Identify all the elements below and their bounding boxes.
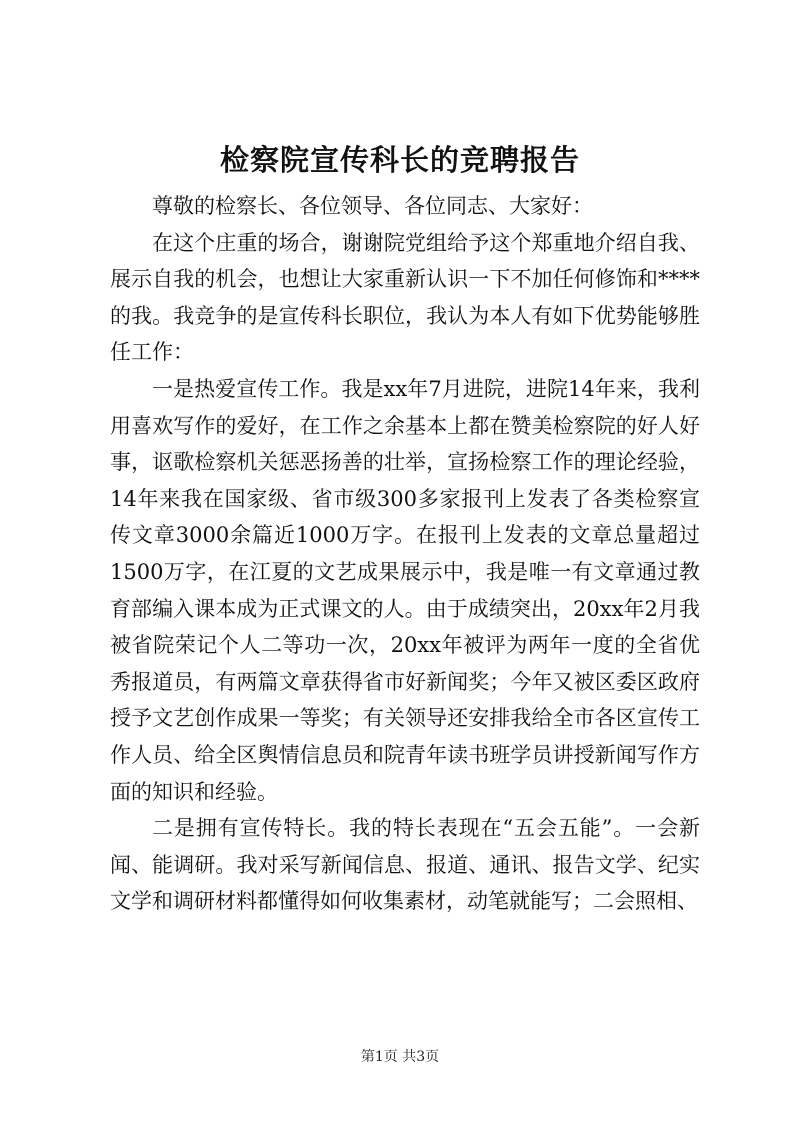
paragraph-point-two: 二是拥有宣传特长。我的特长表现在“五会五能”。一会新闻、能调研。我对采写新闻信息、报道、通讯、报告文学、纪实文学和调研材料都懂得如何收集素材，动笔就能写；二会照相、 <box>110 816 700 914</box>
paragraph-greeting: 尊敬的检察长、各位领导、各位同志、大家好： <box>152 194 593 218</box>
paragraph-point-one: 一是热爱宣传工作。我是xx年7月进院，进院14年来，我利用喜欢写作的爱好，在工作之余基本上都在赞美检察院的好人好事，讴歌检察机关惩恶扬善的壮举，宣扬检察工作的理论经验，14年来我在国家级、省市级300多家报刊上发表了各类检察宣传文章3000余篇近1000万字。在报刊上发表的文章总量超过1500万字，在江夏的文艺成果展示中，我是唯一有文章通过教育部编入课本成为正式课文的人。由于成绩突出，20xx年2月我被省院荣记个人二等功一次，20xx年被评为两年一度的全省优秀报道员，有两篇文章获得省市好新闻奖；今年又被区委区政府授予文艺创作成果一等奖；有关领导还安排我给全市各区宣传工作人员、给全区舆情信息员和院青年读书班学员讲授新闻写作方面的知识和经验。 <box>110 376 700 804</box>
page-number: 第1页 共3页 <box>360 1049 440 1065</box>
page-title: 检察院宣传科长的竞聘报告 <box>219 143 580 177</box>
document-body <box>110 188 700 920</box>
paragraph-intro: 在这个庄重的场合，谢谢院党组给予这个郑重地介绍自我、展示自我的机会，也想让大家重新认识一下不加任何修饰和****的我。我竞争的是宣传科长职位，我认为本人有如下优势能够胜任工作： <box>110 230 700 365</box>
